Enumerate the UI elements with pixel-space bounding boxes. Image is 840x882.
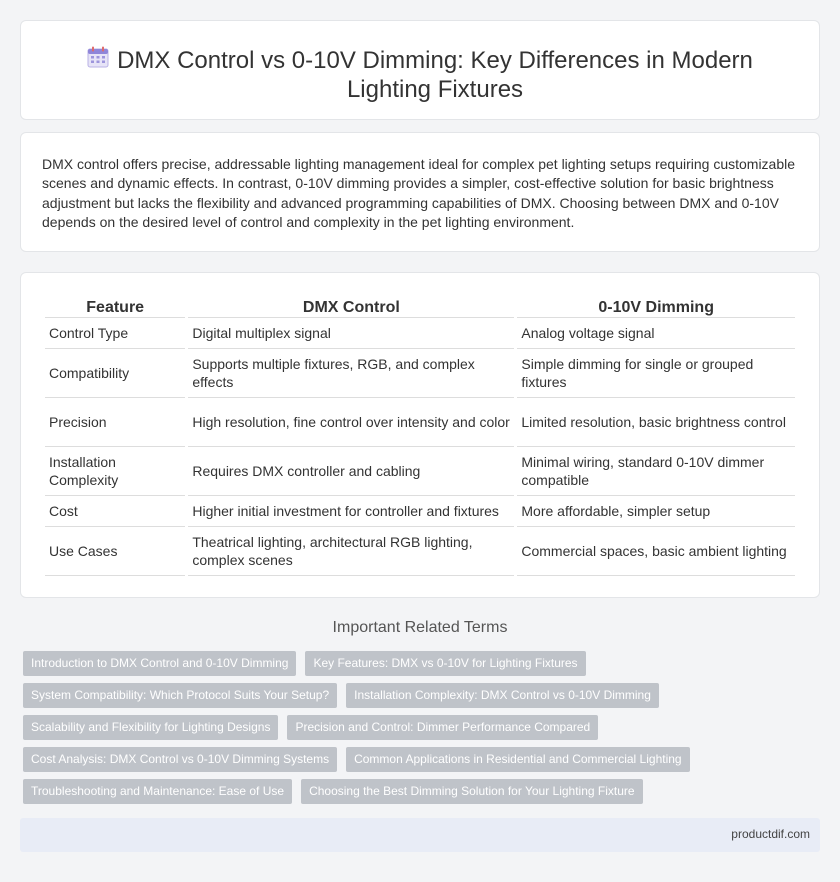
table-cell: Cost: [45, 496, 185, 527]
related-term-tag[interactable]: Key Features: DMX vs 0-10V for Lighting Fixtures: [305, 651, 585, 676]
table-cell: Simple dimming for single or grouped fixtures: [517, 349, 795, 398]
intro-card: [20, 132, 820, 252]
header-feature: Feature: [45, 295, 185, 318]
comparison-table: [42, 295, 798, 576]
table-row: [45, 398, 795, 447]
page-title: DMX Control vs 0-10V Dimming: Key Differences in Modern Lighting Fixtures: [117, 47, 753, 103]
table-cell: Theatrical lighting, architectural RGB lighting, complex scenes: [188, 527, 514, 576]
related-term-tag[interactable]: Choosing the Best Dimming Solution for Your Lighting Fixture: [301, 779, 643, 804]
table-cell: Minimal wiring, standard 0-10V dimmer compatible: [517, 447, 795, 496]
table-row: [45, 318, 795, 349]
table-cell: Limited resolution, basic brightness control: [517, 398, 795, 447]
related-term-tag[interactable]: Cost Analysis: DMX Control vs 0-10V Dimming Systems: [23, 747, 337, 772]
table-cell: Installation Complexity: [45, 447, 185, 496]
header-card: [20, 20, 820, 120]
related-terms-title: Important Related Terms: [332, 619, 508, 636]
table-cell: Higher initial investment for controller and fixtures: [188, 496, 514, 527]
related-term-tag[interactable]: Scalability and Flexibility for Lighting Designs: [23, 715, 278, 740]
table-row: [45, 527, 795, 576]
table-row: [45, 447, 795, 496]
comparison-card: [20, 272, 820, 598]
table-cell: Commercial spaces, basic ambient lighting: [517, 527, 795, 576]
table-cell: High resolution, fine control over intensity and color: [188, 398, 514, 447]
footer-site-name[interactable]: productdif.com: [731, 827, 810, 841]
header-0-10v: 0-10V Dimming: [517, 295, 795, 318]
related-term-tag[interactable]: Common Applications in Residential and Commercial Lighting: [346, 747, 690, 772]
related-term-tag[interactable]: System Compatibility: Which Protocol Suits Your Setup?: [23, 683, 337, 708]
table-cell: Supports multiple fixtures, RGB, and complex effects: [188, 349, 514, 398]
intro-paragraph: DMX control offers precise, addressable lighting management ideal for complex pet lighting setups requiring customizable scenes and dynamic effects. In contrast, 0-10V dimming provides a simpler, cost-effective solution for basic brightness adjustment but lacks the flexibility and advanced programming capabilities of DMX. Choosing between DMX and 0-10V depends on the desired level of control and complexity in the pet lighting environment.: [42, 156, 796, 231]
table-row: [45, 496, 795, 527]
table-row: [45, 349, 795, 398]
table-cell: Analog voltage signal: [517, 318, 795, 349]
table-cell: Control Type: [45, 318, 185, 349]
footer: [20, 818, 820, 852]
table-cell: Precision: [45, 398, 185, 447]
table-cell: Requires DMX controller and cabling: [188, 447, 514, 496]
related-term-tag[interactable]: Troubleshooting and Maintenance: Ease of Use: [23, 779, 292, 804]
related-terms-list: [23, 651, 813, 811]
table-cell: Compatibility: [45, 349, 185, 398]
table-cell: More affordable, simpler setup: [517, 496, 795, 527]
related-term-tag[interactable]: Precision and Control: Dimmer Performance Compared: [287, 715, 598, 740]
table-cell: Use Cases: [45, 527, 185, 576]
table-cell: Digital multiplex signal: [188, 318, 514, 349]
related-term-tag[interactable]: Installation Complexity: DMX Control vs 0-10V Dimming: [346, 683, 659, 708]
header-dmx: DMX Control: [188, 295, 514, 318]
related-term-tag[interactable]: Introduction to DMX Control and 0-10V Dimming: [23, 651, 296, 676]
table-header-row: [45, 295, 795, 318]
